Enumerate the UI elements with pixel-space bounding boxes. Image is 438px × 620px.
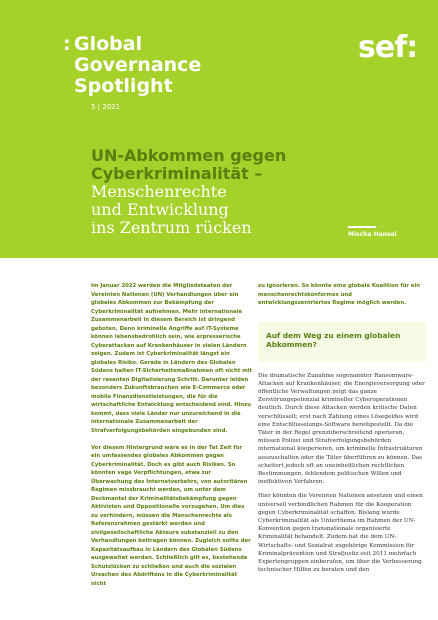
issue-number: 5 | 2021 — [91, 103, 121, 111]
series-colon-mark: : — [63, 33, 71, 55]
summary-paragraph-2: Vor diesem Hintergrund wäre es in der Tat Zeit für ein umfassendes globales Abkommen gegen Cyberkriminalität. Doch es gibt auch Risiken. So könnten vage Verpflichtungen, etwa zur Überwachung des Internetverkehrs, von autoritären Regimen missbraucht werden, um unter dem Deckmantel der Kriminalitätsbekämpfung gegen Aktivisten und Oppositionelle vorzugehen. Um dies zu verhindern, müssen die Menschenrechte als Referenzrahmen gestärkt werden und zivilgesellschaftliche Akteure substanziell zu den Verhandlungen beitragen können. Zugleich sollte der Kapazitätsaufbau in Ländern des Globalen Südens ausgeweitet werden. Schließlich gilt es, bestehende Schutzlücken zu schließen und auch die sozialen Ursachen des Abdriftens in die Cyberkriminalität nicht — [91, 444, 251, 587]
subtitle-line-2: und Entwicklung — [91, 200, 229, 219]
section-heading: Auf dem Weg zu einem globalen Abkommen? — [266, 330, 401, 349]
title-line-1: UN-Abkommen gegen — [91, 146, 287, 165]
body-paragraph-2: Hier könnten die Vereinten Nationen ansetzen und einen universell verbindlichen Rahmen für die Kooperation gegen Cyberkriminalität schaffen. Bislang wurde Cyberkriminalität als Unterthema im Rahmen der UN-Konvention gegen transnationale organisierte Kriminalität behandelt. Zudem hat die dem UN-Wirtschafts- und Sozialrat zugehörige Kommission für Kriminalprävention und Strafjustiz seit 2011 mehrfach Expertengruppen einberufen, um über die Verbesserung technischer Hilfen zu beraten und den — [258, 493, 423, 574]
main-column — [258, 282, 426, 580]
series-line-2: Governance — [74, 54, 202, 76]
summary-column — [91, 282, 253, 597]
body-text — [258, 372, 426, 575]
subtitle-line-1: Menschenrechte — [91, 182, 227, 201]
sef-logo: sef: — [358, 30, 418, 65]
series-title — [63, 33, 274, 97]
section-heading-box — [258, 322, 426, 362]
title-line-2: Cyberkriminalität – — [91, 164, 263, 183]
subtitle-line-3: ins Zentrum rücken — [91, 218, 252, 237]
series-line-1: Global — [74, 33, 143, 55]
body-paragraph-1: Die dramatische Zunahme sogenannter Ransomware-Attacken auf Krankenhäuser, die Energieversorgung oder öffentliche Verwaltungen zeigt das ganze Zerstörungspotenzial krimineller Cyberoperationen deutlich. Durch diese Attacken werden kritische Daten verschlüsselt; erst nach Zahlung eines Lösegeldes wird eine Entschlüsselungs-Software bereitgestellt. Da die Täter in der Regel grenzüberschreitend operieren, müssen Polizei und Strafverfolgungsbehörden international kooperieren, um kriminelle Infrastrukturen auszuschalten oder die Täter überführen zu können. Das scheitert jedoch oft an uneinheitlichen rechtlichen Bestimmungen, fehlendem politischen Willen und ineffektiven Verfahren. — [258, 372, 425, 486]
page-subtitle — [91, 183, 331, 237]
author-divider — [348, 226, 376, 228]
author-name: Mischa Hansel — [348, 231, 397, 238]
summary-continuation: zu ignorieren. So könnte eine globale Koalition für ein menschenrechtskonformes und entwicklungszentriertes Regime möglich werden. — [258, 283, 421, 306]
series-line-3: Spotlight — [74, 75, 173, 97]
header-band — [0, 0, 438, 258]
page-title — [91, 147, 331, 183]
summary-paragraph-1: Im Januar 2022 werden die Mitgliedstaaten der Vereinten Nationen (UN) Verhandlungen über ein globales Abkommen zur Bekämpfung der Cyberkriminalität aufnehmen. Mehr internationale Zusammenarbeit in diesem Bereich ist dringend geboten. Denn kriminelle Angriffe auf IT-Systeme können lebensbedrohlich sein, wie erpresserische Cyberattacken auf Krankenhäuser in vielen Ländern zeigen. Zudem ist Cyberkriminalität längst ein globales Risiko. Gerade in Ländern des Globalen Südens halten IT-Sicherheitsmaßnahmen oft nicht mit der rasanten Digitalisierung Schritt. Darunter leiden besonders Zukunftsbranchen wie E-Commerce oder mobile Finanzdienstleistungen, die für die wirtschaftliche Entwicklung entscheidend sind. Hinzu kommt, dass viele Länder nur unzureichend in die internationale Zusammenarbeit der Strafverfolgungsbehörden eingebunden sind. — [91, 283, 253, 434]
